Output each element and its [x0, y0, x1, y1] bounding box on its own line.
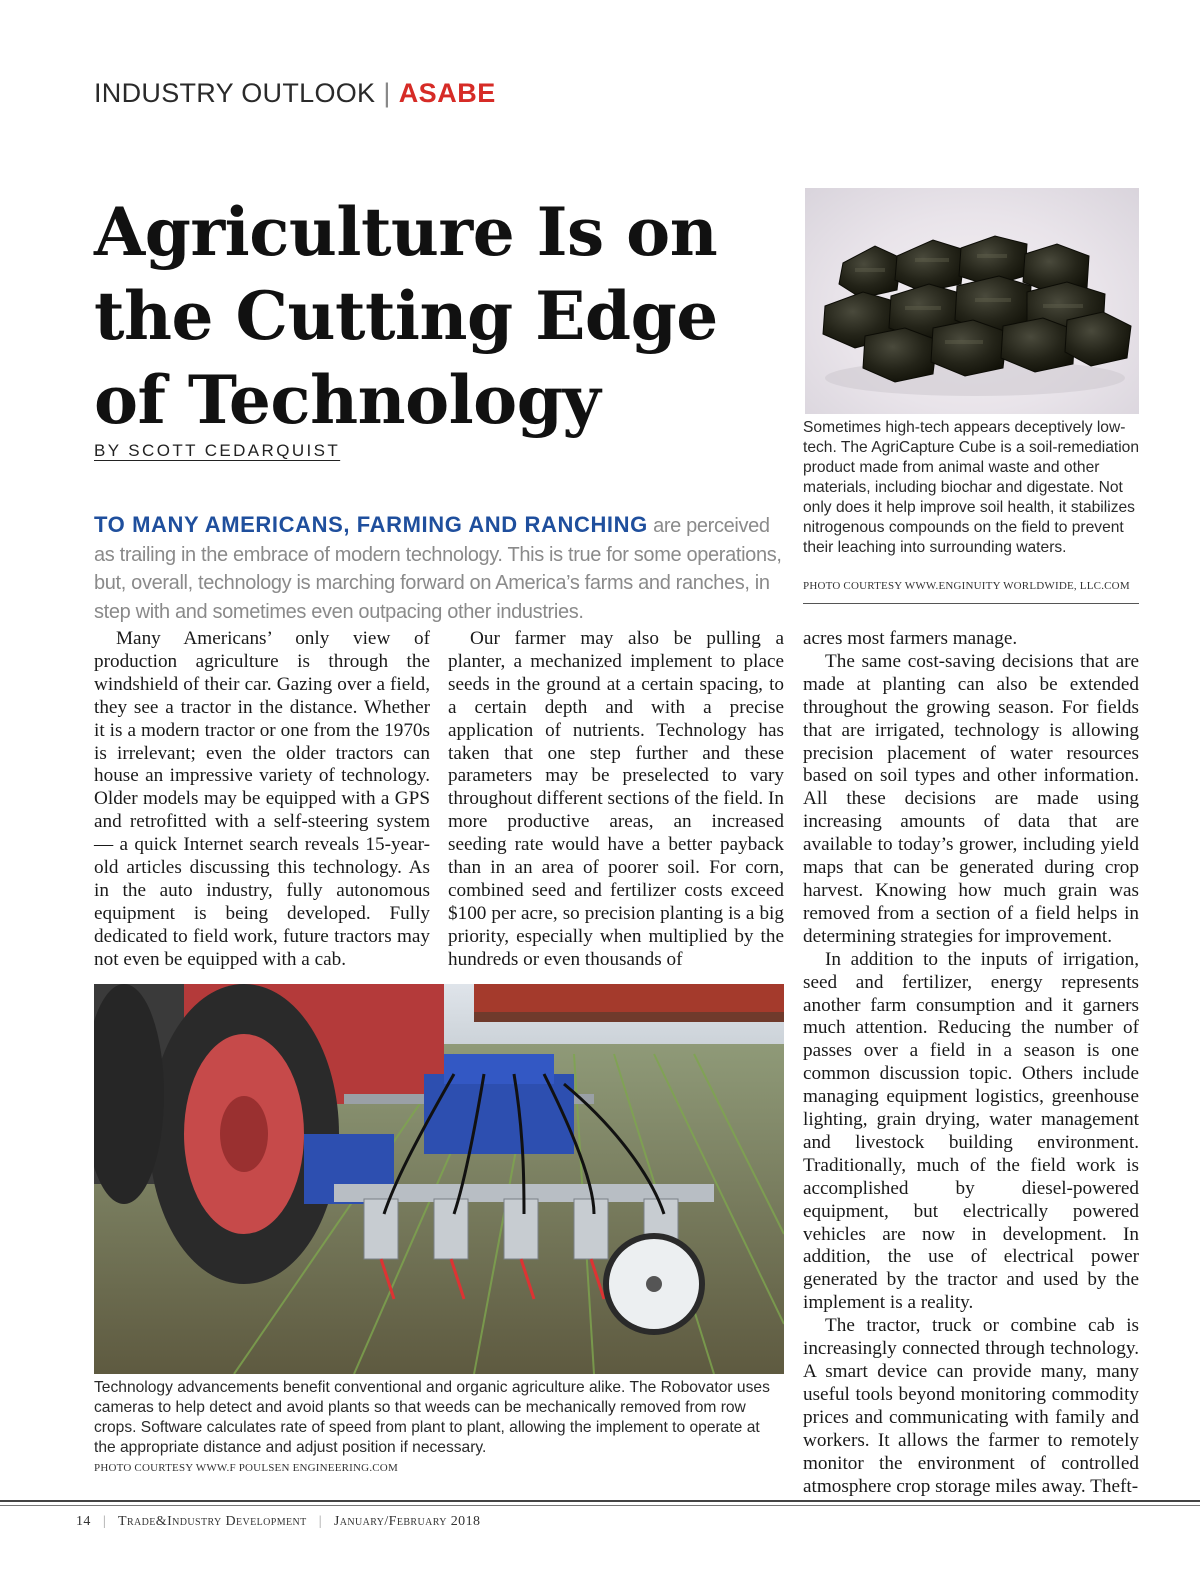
paragraph: Many Americans’ only view of production agriculture is through the windshield of their car. Gazing over a field, they see a tractor in the distance. Whether it is a modern tractor or one from the 1970s is irrelevant; even the older tractors can house an impressive variety of technology. Older models may be equipped with a GPS and retrofitted with a self-steering system — a quick Internet search reveals 15-year-old articles discussing this technology. As in the auto industry, fully autonomous equipment is being developed. Fully dedicated to field work, future tractors may not even be equipped with a cab.: [94, 628, 430, 970]
footer-separator: |: [102, 1514, 107, 1529]
footer-separator: |: [318, 1514, 322, 1529]
paragraph: In addition to the inputs of irrigation, seed and fertilizer, energy represents another farm consumption and it garners much attention. Reducing the number of passes over a field in a season is one common discussion topic. Others include managing equipment logistics, greenhouse lighting, grain drying, water management and livestock building environment. Traditionally, much of the field work is accomplished by diesel-powered equipment, but electrically powered vehicles are now in development. In addition, the use of electrical power generated by the tractor and used by the implement is a reality.: [803, 948, 1139, 1314]
header-separator: |: [383, 78, 391, 108]
caption-rule: [803, 603, 1139, 604]
body-column-2: [448, 628, 784, 972]
robovator-illustration: [94, 984, 784, 1374]
paragraph-continued: acres most farmers manage.: [803, 628, 1018, 649]
body-column-3: [803, 628, 1139, 1498]
body-column-1: [94, 628, 430, 972]
section-header: [94, 78, 496, 109]
brand-label: ASABE: [398, 78, 496, 108]
paragraph: Our farmer may also be pulling a planter, a mechanized implement to place seeds in the ground at a certain spacing, to a certain depth and with a precise application of nutrients. Technology has taken that one step further and these parameters may be preselected to vary throughout different sections of the field. In more productive areas, an increased seeding rate would have a better payback than in an area of poorer soil. For corn, combined seed and fertilizer costs exceed $100 per acre, so precision planting is a big priority, especially when multiplied by the hundreds or even thousands of: [448, 628, 784, 970]
photo-top-caption: Sometimes high-tech appears deceptively low-tech. The AgriCapture Cube is a soil-remediation product made from animal waste and other materials, including biochar and digestate. Not only does it help improve soil health, it stabilizes nitrogenous compounds on the field to prevent their leaching into surrounding waters.: [803, 419, 1140, 556]
footer-rule: [0, 1500, 1200, 1502]
article-title: Agriculture Is on the Cutting Edge of Technology: [94, 193, 718, 439]
agricapture-cube-illustration: [805, 188, 1139, 414]
page-number: 14: [76, 1514, 91, 1529]
section-label: INDUSTRY OUTLOOK: [94, 78, 376, 108]
footer-rule-thin: [0, 1505, 1200, 1506]
paragraph: The same cost-saving decisions that are made at planting can also be extended throughout the growing season. For fields that are irrigated, technology is allowing precision placement of water resources based on soil types and other information. All these decisions are made using increasing amounts of data that are available to today’s grower, including yield maps that can be generated during crop harvest. Knowing how much grain was removed from a section of a field helps in determining strategies for improvement.: [803, 650, 1139, 947]
photo-top-credit: PHOTO COURTESY WWW.ENGINUITY WORLDWIDE, LLC.COM: [803, 580, 1130, 592]
agricapture-cube-photo: [805, 188, 1139, 414]
photo-bottom-caption: Technology advancements benefit conventional and organic agriculture alike. The Robovator uses cameras to help detect and avoid plants so that weeds can be mechanically removed from row crops. Software calculates rate of speed from plant to plant, allowing the implement to operate at the appropriate distance and adjust position if necessary.: [94, 1379, 770, 1456]
robovator-photo: [94, 984, 784, 1374]
page-footer: [76, 1514, 480, 1530]
publication-name: Trade&Industry Development: [118, 1514, 307, 1529]
paragraph: The tractor, truck or combine cab is increasingly connected through technology. A smart device can provide many, many useful tools beyond monitoring commodity prices and communicating with family and workers. It allows the farmer to remotely monitor the environment of controlled atmosphere crop storage miles away. Theft-: [803, 1315, 1139, 1497]
intro-lead: TO MANY AMERICANS, FARMING AND RANCHING: [94, 512, 648, 537]
intro-deck: [94, 511, 786, 626]
byline: BY SCOTT CEDARQUIST: [94, 441, 341, 460]
photo-bottom-credit: PHOTO COURTESY WWW.F POULSEN ENGINEERING.COM: [94, 1462, 398, 1474]
intro-rest: are perceived as trailing in the embrace of modern technology. This is true for some operations, but, overall, technology is marching forward on America’s farms and ranches, in step with and sometimes even outpacing other industries.: [94, 515, 782, 623]
issue-date: January/February 2018: [333, 1514, 481, 1529]
